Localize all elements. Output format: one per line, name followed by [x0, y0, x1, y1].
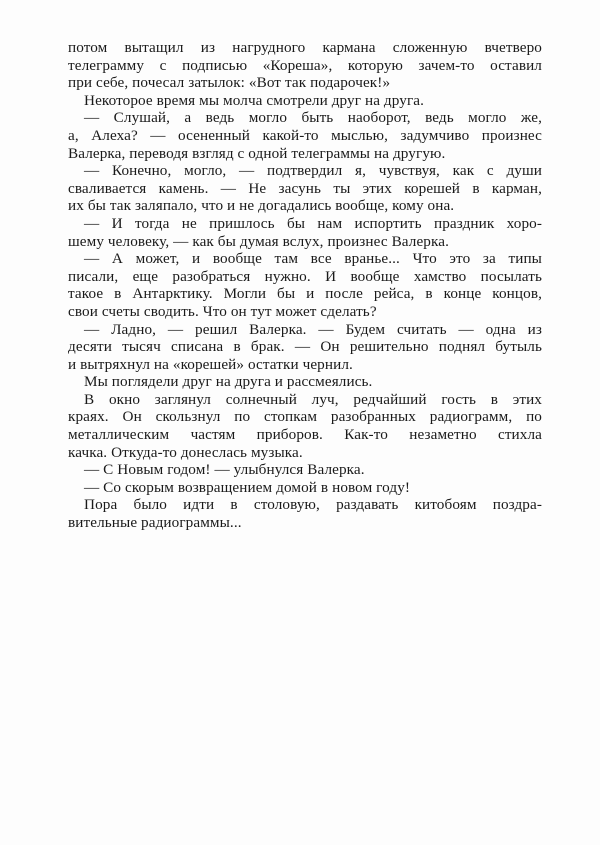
text-line: десяти тысяч списана в брак. — Он решительно поднял бутыль: [68, 338, 542, 356]
text-line: Некоторое время мы молча смотрели друг на друга.: [84, 91, 425, 109]
text-line: металлическим частям приборов. Как-то незаметно стихла: [68, 426, 542, 444]
text-line: а, Алеха? — осененный какой-то мыслью, задумчиво произнес: [68, 126, 542, 144]
text-line: — Со скорым возвращением домой в новом году!: [84, 478, 411, 496]
text-line: — А может, и вообще там все вранье... Что это за типы: [84, 250, 542, 268]
text-line: Пора было идти в столовую, раздавать китобоям поздра-: [84, 496, 542, 514]
text-line: телеграмму с подписью «Кореша», которую зачем-то оставил: [68, 56, 542, 74]
text-line: Мы поглядели друг на друга и рассмеялись.: [84, 373, 373, 391]
body-text: [68, 39, 542, 532]
text-line: сваливается камень. — Не засунь ты этих корешей в карман,: [68, 179, 542, 197]
text-line: и вытряхнул на «корешей» остатки чернил.: [68, 355, 353, 373]
text-line: вительные радиограммы...: [68, 514, 242, 532]
text-line: такое в Антарктику. Могли бы и после рейса, в конце концов,: [68, 285, 542, 303]
text-line: их бы так заляпало, что и не догадались вообще, кому она.: [68, 197, 455, 215]
text-line: шему человеку, — как бы думая вслух, произнес Валерка.: [68, 232, 449, 250]
text-line: Валерка, переводя взгляд с одной телеграммы на другую.: [68, 144, 446, 162]
text-line: краях. Он скользнул по стопкам разобранных радиограмм, по: [68, 408, 542, 426]
text-line: — Слушай, а ведь могло быть наоборот, ведь могло же,: [84, 109, 542, 127]
text-line: при себе, почесал затылок: «Вот так подарочек!»: [68, 74, 391, 92]
text-line: — Конечно, могло, — подтвердил я, чувствуя, как с души: [84, 162, 542, 180]
text-line: свои счеты сводить. Что он тут может сделать?: [68, 302, 377, 320]
text-line: — Ладно, — решил Валерка. — Будем считать — одна из: [84, 320, 542, 338]
text-line: — И тогда не пришлось бы нам испортить праздник хоро-: [84, 214, 542, 232]
text-line: потом вытащил из нагрудного кармана сложенную вчетверо: [68, 39, 542, 56]
text-line: писали, еще разобраться нужно. И вообще хамство посылать: [68, 267, 542, 285]
text-line: — С Новым годом! — улыбнулся Валерка.: [84, 461, 365, 479]
text-line: качка. Откуда-то донеслась музыка.: [68, 443, 303, 461]
text-line: В окно заглянул солнечный луч, редчайший гость в этих: [84, 390, 542, 408]
